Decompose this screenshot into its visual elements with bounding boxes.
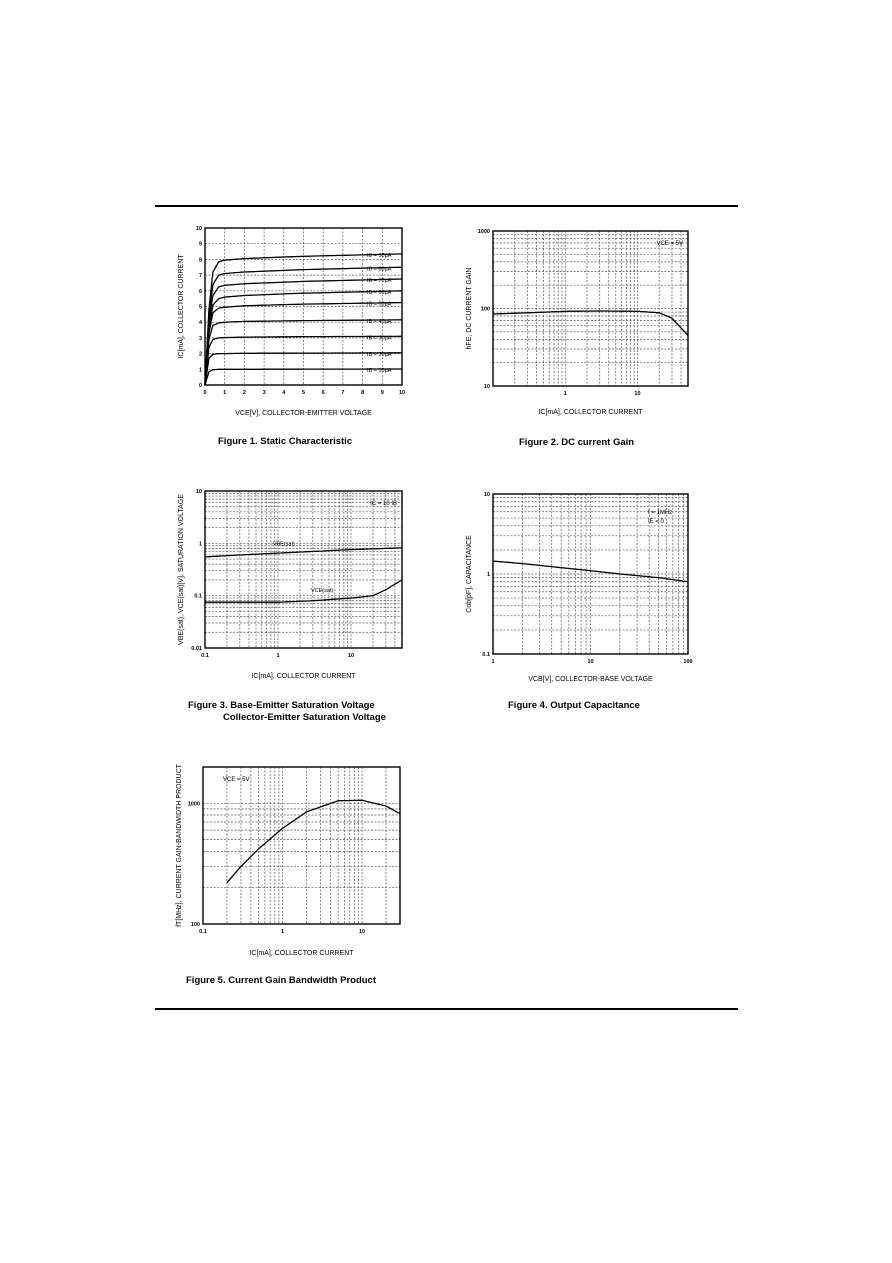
y-tick-label: 8 [198,257,202,264]
bottom-rule [155,1008,738,1010]
y-axis-label: VBE(sat), VCE(sat)[V], SATURATION VOLTAGE [178,494,185,645]
plot-frame [203,767,400,924]
chart-annotation: VCE = 5V [223,777,250,783]
series-label: IB = 10µA [367,367,392,374]
series-line [227,800,400,882]
y-tick-label: 4 [198,320,202,327]
series-label: IB = 40µA [367,318,392,325]
x-tick-label: 2 [242,390,246,396]
x-tick-label: 0 [203,390,207,396]
x-axis-label: VCB[V], COLLECTOR-BASE VOLTAGE [528,676,653,683]
x-tick-label: 10 [587,659,594,665]
chart-saturation-voltage [165,478,425,685]
x-axis-label: IC[mA], COLLECTOR CURRENT [251,673,356,680]
series-label: VBE(sat) [272,541,295,548]
y-tick-label: 0.1 [482,652,490,658]
series-label: IB = 30µA [367,335,392,342]
series-label: IB = 20µA [367,351,392,358]
chart-annotation: VCE = 5V [656,241,683,247]
x-axis-label: VCE[V], COLLECTOR-EMITTER VOLTAGE [235,410,372,417]
y-tick-label: 9 [198,241,202,248]
y-axis-label: fT[MHz], CURRENT GAIN-BANDWIDTH PRODUCT [176,764,183,927]
x-tick-label: 1 [280,929,285,935]
x-tick-label: 7 [341,390,345,396]
x-tick-label: 100 [683,659,693,665]
figure-3-caption-line-2: Collector-Emitter Saturation Voltage [223,712,386,723]
figure-5-caption-text: Figure 5. Current Gain Bandwidth Product [186,975,377,986]
series-line [205,580,402,602]
y-tick-label: 3 [198,335,202,342]
figure-4-caption-text: Figure 4. Output Capacitance [508,700,640,711]
series-label: IB = 90µA [367,252,392,259]
chart-dc-current-gain [455,215,715,420]
x-tick-label: 10 [358,929,366,935]
y-tick-label: 10 [483,492,490,498]
y-tick-label: 1 [198,367,202,374]
y-tick-label: 1000 [187,801,200,808]
x-tick-label: 6 [321,390,325,396]
chart-annotation: f = 1MHz [648,510,673,516]
y-tick-label: 6 [198,288,202,295]
y-tick-label: 0.01 [191,646,202,652]
y-tick-label: 100 [190,922,200,928]
y-tick-label: 2 [198,351,202,358]
series-label: IB = 50µA [367,301,392,308]
series-label: VCE(sat) [310,588,334,595]
series-label: IB = 80µA [367,266,392,273]
y-tick-label: 0.1 [194,593,202,600]
chart-static-characteristic [165,215,425,420]
x-tick-label: 10 [398,390,406,396]
figure-3-caption-line-1: Figure 3. Base-Emitter Saturation Voltage [188,700,375,711]
x-axis-label: IC[mA], COLLECTOR CURRENT [249,950,354,957]
x-tick-label: 1 [491,659,495,665]
y-axis-label: Cob[pF], CAPACITANCE [466,535,473,613]
y-tick-label: 10 [195,489,202,495]
series-label: IB = 70µA [367,278,392,285]
figure-2-caption-text: Figure 2. DC current Gain [519,437,635,448]
x-tick-label: 9 [380,390,384,396]
series-label: IB = 60µA [367,289,392,296]
y-tick-label: 1 [198,541,202,548]
figure-4-caption [508,700,640,712]
y-tick-label: 1000 [477,229,490,235]
y-tick-label: 5 [198,304,202,311]
x-tick-label: 1 [563,391,567,397]
x-tick-label: 10 [634,391,641,397]
x-tick-label: 3 [262,390,266,396]
x-tick-label: 1 [276,653,280,659]
chart-annotation: IE = 0 [648,519,664,525]
figure-3-caption [188,700,386,724]
y-tick-label: 0 [198,383,202,389]
x-tick-label: 4 [282,390,286,396]
x-tick-label: 1 [223,390,227,396]
series-line [205,548,402,557]
figure-1-caption-text: Figure 1. Static Characteristic [218,436,353,447]
chart-gain-bandwidth-product [165,755,425,960]
y-tick-label: 1 [486,572,490,578]
x-tick-label: 10 [347,653,355,659]
x-axis-label: IC[mA], COLLECTOR CURRENT [538,409,643,416]
y-axis-label: IC[mA], COLLECTOR CURRENT [178,254,185,359]
x-tick-label: 5 [301,390,306,396]
x-tick-label: 0.1 [199,929,207,935]
y-tick-label: 7 [198,273,202,280]
y-tick-label: 100 [480,306,490,313]
y-axis-label: hFE, DC CURRENT GAIN [466,267,473,350]
figure-2-caption [519,437,634,449]
y-tick-label: 10 [483,384,490,390]
chart-annotation: IC = 10 IB [370,501,397,507]
chart-output-capacitance [455,478,715,685]
x-tick-label: 8 [361,390,365,396]
plot-frame [205,491,402,648]
x-tick-label: 0.1 [201,653,209,659]
top-rule [155,205,738,207]
figure-1-caption [218,436,352,448]
y-tick-label: 10 [195,226,202,232]
figure-5-caption [186,975,376,987]
